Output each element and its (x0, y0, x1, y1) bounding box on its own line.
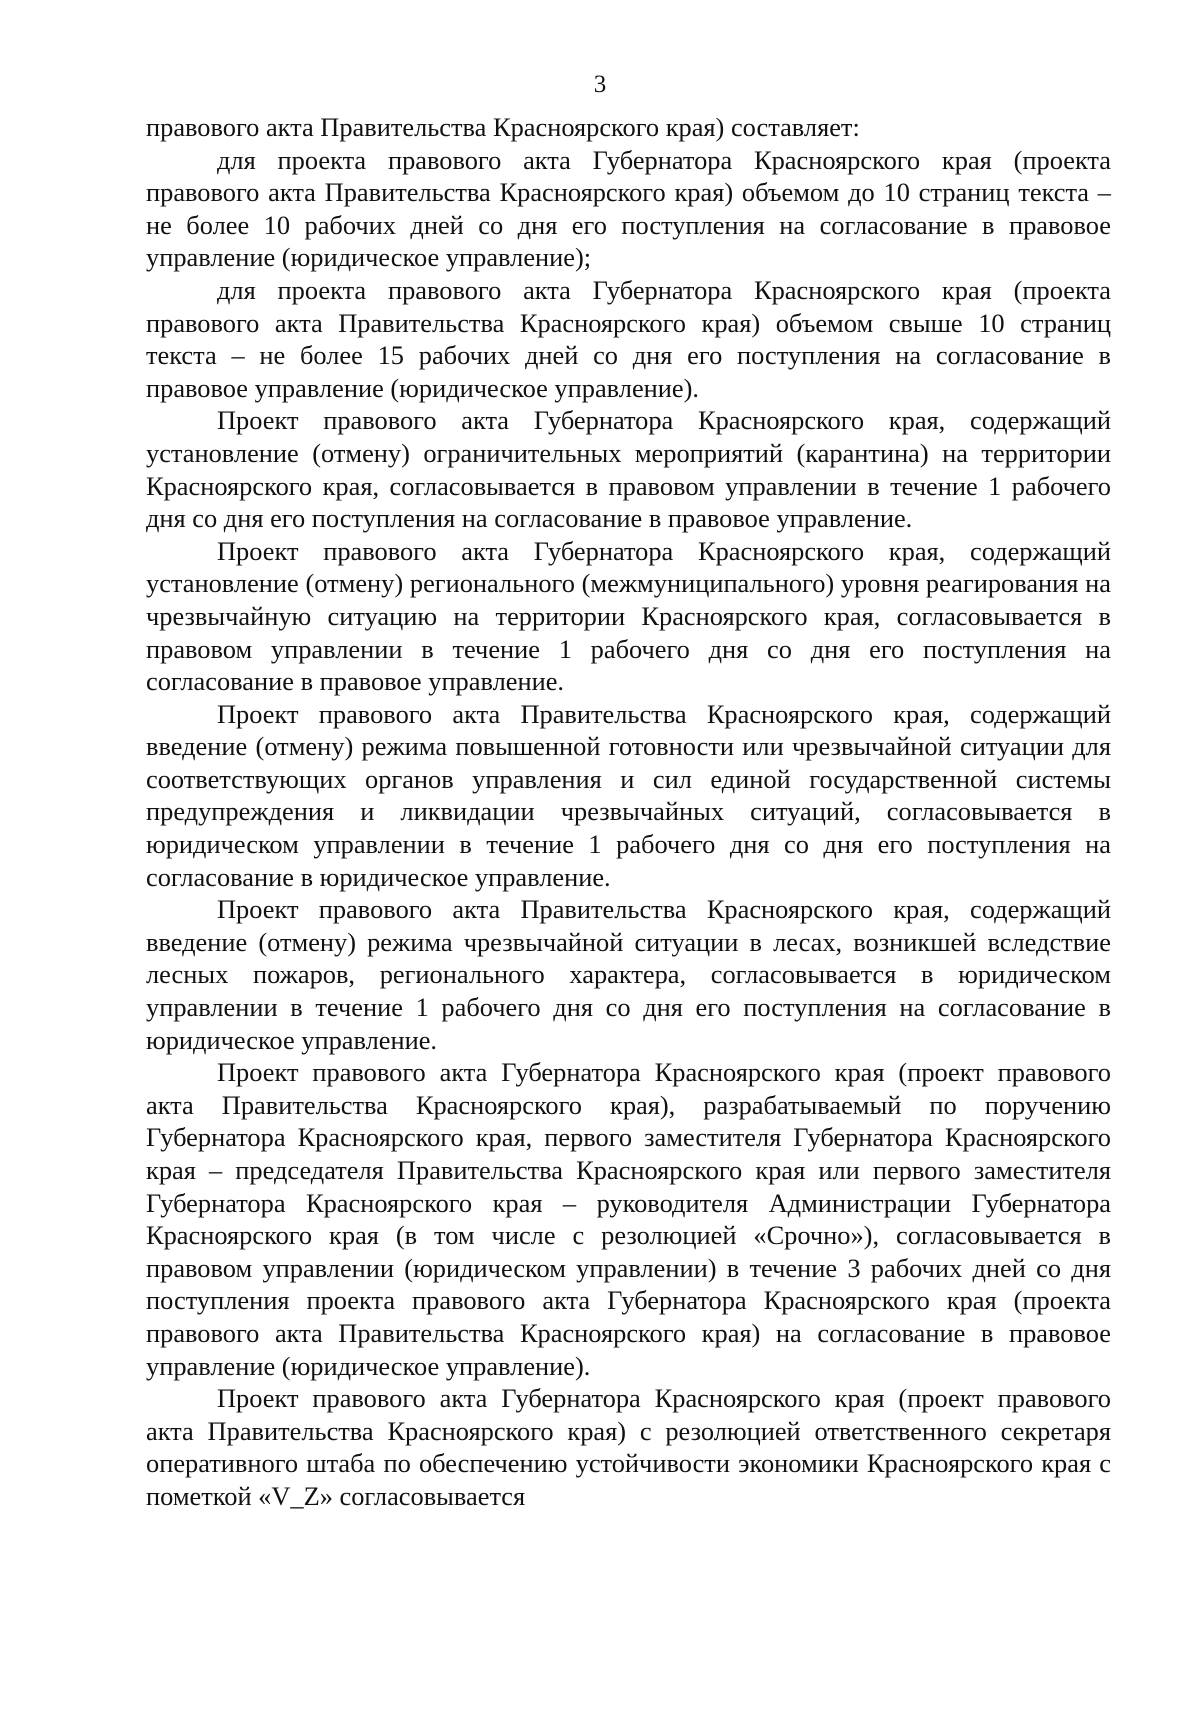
paragraph-high-alert-regime: Проект правового акта Правительства Красноярского края, содержащий введение (отмену) режима повышенной готовности или чрезвычайной ситуации для соответствующих органов управления и сил единой государственной системы предупреждения и ликвидации чрезвычайных ситуаций, согласовывается в юридическом управлении в течение 1 рабочего дня со дня его поступления на согласование в юридическое управление. (146, 698, 1111, 892)
paragraph-emergency-response-level: Проект правового акта Губернатора Красноярского края, содержащий установление (отмену) регионального (межмуниципального) уровня реагирования на чрезвычайную ситуацию на территории Красноярского края, согласовывается в правовом управлении в течение 1 рабочего дня со дня его поступления на согласование в правовое управление. (146, 535, 1111, 697)
page-number: 3 (593, 71, 607, 98)
paragraph-up-to-10-pages: для проекта правового акта Губернатора Красноярского края (проекта правового акта Правительства Красноярского края) объемом до 10 страниц текста – не более 10 рабочих дней со дня его поступления на согласование в правовое управление (юридическое управление); (146, 144, 1111, 273)
document-body (146, 111, 1111, 1513)
paragraph-quarantine: Проект правового акта Губернатора Красноярского края, содержащий установление (отмену) ограничительных мероприятий (карантина) на территории Красноярского края, согласовывается в правовом управлении в течение 1 рабочего дня со дня его поступления на согласование в правовое управление. (146, 405, 1111, 534)
paragraph-forest-fire-emergency: Проект правового акта Правительства Красноярского края, содержащий введение (отмену) режима чрезвычайной ситуации в лесах, возникшей вследствие лесных пожаров, регионального характера, согласовывается в юридическом управлении в течение 1 рабочего дня со дня его поступления на согласование в юридическое управление. (146, 894, 1111, 1055)
paragraph-governor-instruction: Проект правового акта Губернатора Красноярского края (проект правового акта Правительства Красноярского края), разрабатываемый по поручению Губернатора Красноярского края, первого заместителя Губернатора Красноярского края – председателя Правительства Красноярского края или первого заместителя Губернатора Красноярского края – руководителя Администрации Губернатора Красноярского края (в том числе с резолюцией «Срочно»), согласовывается в правовом управлении (юридическом управлении) в течение 3 рабочих дней со дня поступления проекта правового акта Губернатора Красноярского края (проекта правового акта Правительства Красноярского края) на согласование в правовое управление (юридическое управление). (146, 1057, 1111, 1381)
paragraph-continuation: правового акта Правительства Красноярского края) составляет: (146, 112, 860, 142)
paragraph-over-10-pages: для проекта правового акта Губернатора Красноярского края (проекта правового акта Правительства Красноярского края) объемом свыше 10 страниц текста – не более 15 рабочих дней со дня его поступления на согласование в правовое управление (юридическое управление). (146, 274, 1111, 403)
paragraph-operational-headquarters: Проект правового акта Губернатора Красноярского края (проект правового акта Правительства Красноярского края) с резолюцией ответственного секретаря оперативного штаба по обеспечению устойчивости экономики Красноярского края с пометкой «V_Z» согласовывается (146, 1383, 1111, 1511)
